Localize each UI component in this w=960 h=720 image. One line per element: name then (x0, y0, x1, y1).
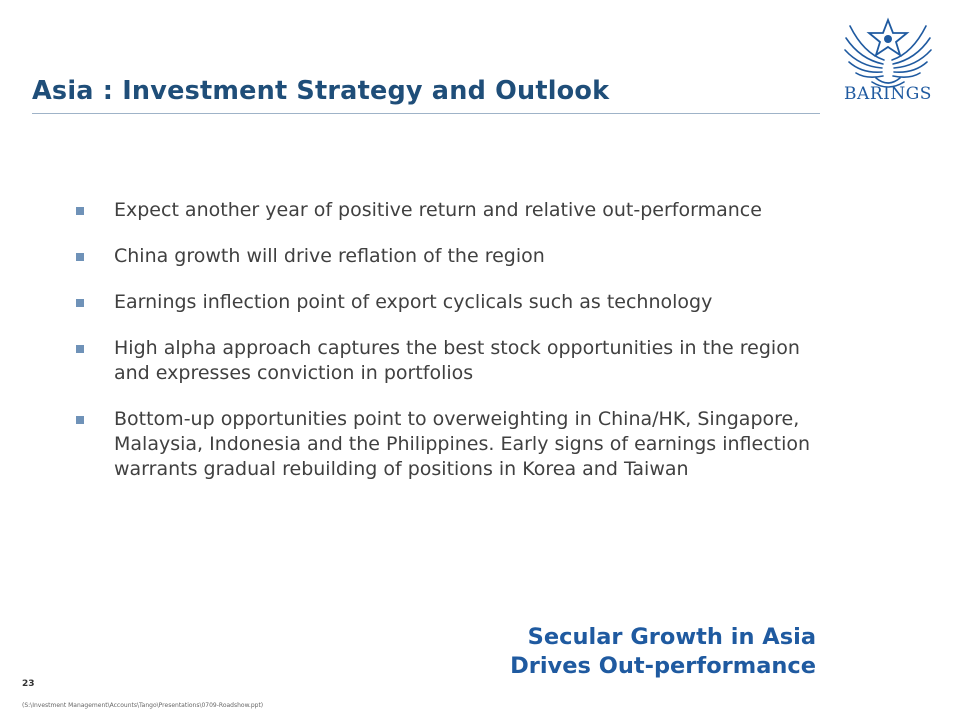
bullet-item (74, 407, 834, 482)
slide-title: Asia : Investment Strategy and Outlook (32, 76, 610, 106)
bullet-item (74, 244, 834, 269)
bullet-text: Expect another year of positive return and relative out-performance (114, 199, 762, 221)
bullet-square-icon (76, 207, 84, 215)
tagline-line-2: Drives Out-performance (510, 653, 816, 679)
bullet-list (74, 198, 834, 503)
bullet-item (74, 198, 834, 223)
title-rule (32, 113, 820, 114)
bullet-square-icon (76, 345, 84, 353)
logo-wordmark: BARINGS (844, 84, 932, 104)
bullet-item (74, 290, 834, 315)
page-number: 23 (22, 679, 35, 689)
bullet-square-icon (76, 416, 84, 424)
bullet-text: Earnings inflection point of export cyclicals such as technology (114, 291, 713, 313)
bullet-text: China growth will drive reflation of the region (114, 245, 545, 267)
bullet-square-icon (76, 299, 84, 307)
bullet-item (74, 336, 834, 386)
bullet-text: Bottom-up opportunities point to overweighting in China/HK, Singapore, Malaysia, Indonesia and the Philippines. Early signs of earnings inflection warrants gradual rebuilding of positions in Korea and Taiwan (114, 408, 811, 480)
file-path: (S:\Investment Management\Accounts\Tango\Presentations\0709-Roadshow.ppt) (22, 702, 264, 709)
bullet-text: High alpha approach captures the best stock opportunities in the region and expresses conviction in portfolios (114, 337, 800, 384)
tagline-line-1: Secular Growth in Asia (527, 624, 816, 650)
tagline (510, 623, 816, 681)
bullet-square-icon (76, 253, 84, 261)
